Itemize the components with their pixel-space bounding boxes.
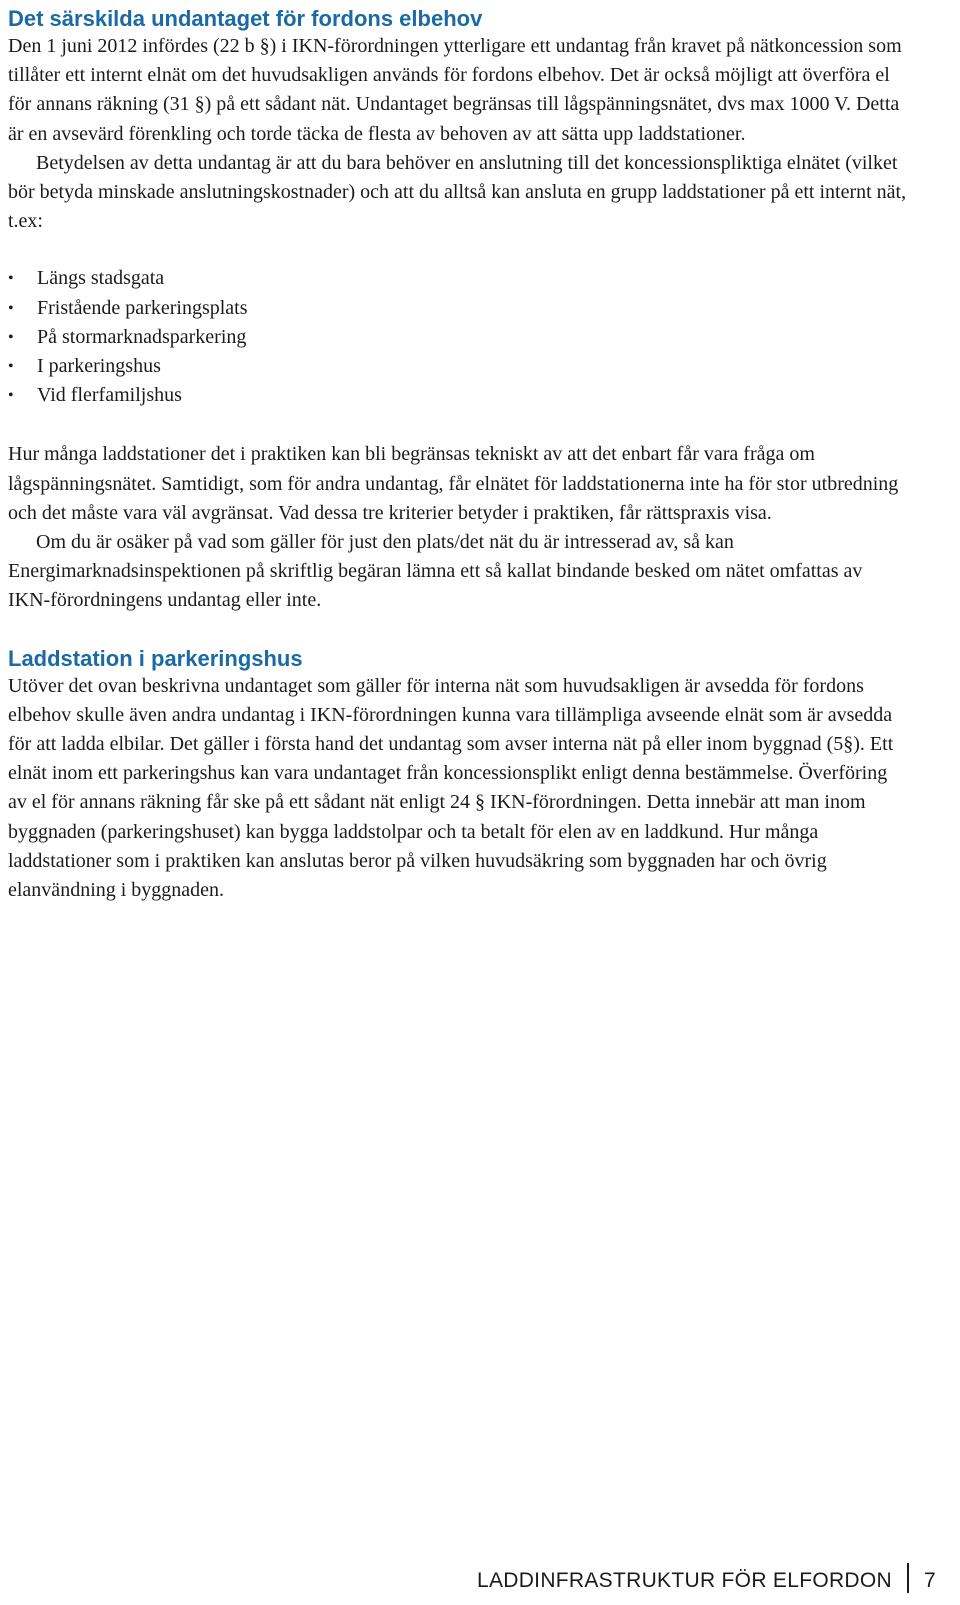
section-parkeringshus	[8, 646, 908, 906]
list-item	[8, 294, 908, 323]
list-item-label: I parkeringshus	[37, 355, 161, 378]
list-item	[8, 323, 908, 352]
bullet-icon: •	[8, 387, 14, 405]
section-heading-parkeringshus: Laddstation i parkeringshus	[8, 645, 303, 671]
footer-divider	[907, 1563, 909, 1593]
list-item-label: Längs stadsgata	[37, 267, 165, 290]
page-number: 7	[924, 1569, 936, 1592]
bullet-list	[8, 264, 908, 410]
bullet-icon: •	[8, 270, 14, 288]
list-item-label: På stormarknadsparkering	[37, 325, 247, 348]
list-item	[8, 264, 908, 293]
footer-title: LADDINFRASTRUKTUR FÖR ELFORDON	[476, 1569, 892, 1592]
list-item	[8, 381, 908, 410]
list-item-label: Vid flerfamiljshus	[37, 384, 182, 407]
paragraph-bindande-besked: Om du är osäker på vad som gäller för just den plats/det nät du är intresserad av, så kan Energimarknadsinspektionen på skriftlig begäran lämna ett så kallat bindande besked om nätet omfattas av IKN-förordningens undantag eller inte.	[8, 531, 863, 612]
bullet-icon: •	[8, 299, 14, 317]
paragraph-betydelse: Betydelsen av detta undantag är att du bara behöver en anslutning till det koncessionspliktiga elnätet (vilket bör betyda minskade anslutningskostnader) och att du alltså kan ansluta en grupp laddstationer på ett internt nät, t.ex:	[8, 151, 907, 233]
paragraph-parkeringshus: Utöver det ovan beskrivna undantaget som gäller för interna nät som huvudsakligen är avsedda för fordons elbehov skulle även andra undantag i IKN-förordningen kunna vara tillämpliga avseende elnät som är avsedda för att ladda elbilar. Det gäller i första hand det undantag som avser interna nät på eller inom byggnad (5§). Ett elnät inom ett parkeringshus kan vara undantaget från koncessionsplikt enligt denna bestämmelse. Överföring av el för annans räkning får ske på ett sådant nät enligt 24 § IKN-förordningen. Detta innebär att man inom byggnaden (parkeringshuset) kan bygga laddstolpar och ta betalt för elen av en laddkund. Hur många laddstationer som i praktiken kan anslutas beror på vilken huvudsäkring som byggnaden har och övrig elanvändning i byggnaden.	[8, 674, 894, 902]
paragraph-intro: Den 1 juni 2012 infördes (22 b §) i IKN-förordningen ytterligare ett undantag från kravet på nätkoncession som tillåter ett internt elnät om det huvudsakligen används för fordons elbehov. Det är också möjligt att överföra el för annans räkning (31 §) på ett sådant nät. Undantaget begränsas till lågspänningsnätet, dvs max 1000 V. Detta är en avsevärd förenkling och torde täcka de flesta av behoven av att sätta upp laddstationer.	[8, 35, 902, 145]
bullet-icon: •	[8, 358, 14, 376]
page-footer	[0, 1563, 960, 1593]
list-item-label: Fristående parkeringsplats	[37, 296, 248, 319]
section-heading-elbehov: Det särskilda undantaget för fordons elbehov	[8, 6, 483, 31]
bullet-icon: •	[8, 328, 14, 346]
paragraph-begransning: Hur många laddstationer det i praktiken kan bli begränsas tekniskt av att det enbart får vara fråga om lågspänningsnätet. Samtidigt, som för andra undantag, får elnätet för laddstationerna inte ha för stor utbredning och det måste vara väl avgränsat. Vad dessa tre kriterier betyder i praktiken, får rättspraxis visa.	[8, 443, 899, 524]
document-page	[8, 6, 908, 905]
list-item	[8, 352, 908, 381]
